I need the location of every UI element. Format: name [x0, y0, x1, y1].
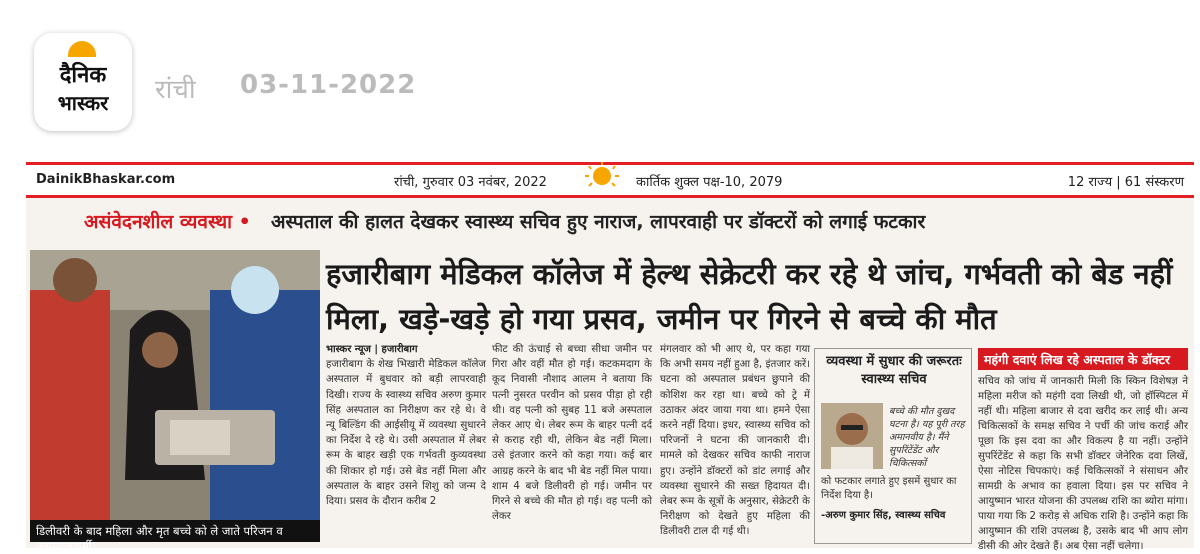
logo-line-2: भास्कर — [57, 91, 109, 115]
byline: भास्कर न्यूज | हजारीबाग — [326, 344, 418, 355]
logo-line-1: दैनिक — [59, 63, 107, 88]
sidebar-body: सचिव को जांच में जानकारी मिली कि स्किन विशेषज्ञ ने महिला मरीज को महंगी दवा लिखी थी, जो हॉस्पिटल में नहीं थी। महिला बाजार से दवा खरीद कर लाई थी। अन्य चिकित्सकों के समक्ष सचिव ने पर्ची की जांच कराई और पूछा कि इस दवा का और विकल्प है या नहीं। उन्होंने सुपरिंटेंडेंट से कहा कि सभी डॉक्टर जेनेरिक दवा लिखें, ऐसा नोटिस चिपकाएं। कई चिकित्सकों ने संसाधन और सामग्री के अभाव का हवाला दिया। इस पर सचिव ने आयुष्मान भारत योजना की उपलब्ध राशि का ब्योरा मांगा। पाया गया कि 2 करोड़ से अधिक राशि है। उन्होंने कहा कि आयुष्मान की राशि उपलब्ध है, उसके बाद भी आप लोग डीसी की ओर देखते हैं। अब ऐसा नहीं चलेगा। — [978, 376, 1188, 552]
epaper-page — [26, 162, 1194, 553]
sun-icon — [68, 41, 96, 57]
strip-edition: 12 राज्य | 61 संस्करण — [1067, 175, 1184, 190]
site-name: DainikBhaskar.com — [36, 172, 176, 187]
dainik-bhaskar-logo[interactable] — [34, 33, 132, 131]
sidebar-title: महंगी दवाएं लिख रहे अस्पताल के डॉक्टर — [978, 348, 1188, 370]
column-text: हजारीबाग के शेख भिखारी मेडिकल कॉलेज अस्पताल में बुधवार को बड़ी लापरवाही दिखी। राज्य के स्वास्थ्य सचिव अरुण कुमार सिंह अस्पताल का निरीक्षण कर रहे थे। वे न्यू बिल्डिंग की आईसीयू में व्यवस्था सुधारने का निर्देश दे रहे थे। उसी अस्पताल में लेबर रूम के बाहर खड़ी एक गर्भवती कुव्यवस्था की शिकार हो गई। उसे बेड नहीं मिला और अस्पताल के बाहर उसने शिशु को जन्म दे दिया। प्रसव के दौरान करीब 2 — [326, 359, 486, 508]
edition-city: रांची — [155, 75, 196, 105]
app-header — [0, 0, 1200, 148]
sun-icon — [582, 162, 622, 198]
strip-date: रांची, गुरुवार 03 नवंबर, 2022 — [394, 175, 547, 190]
quote-box-title: व्यवस्था में सुधार की जरूरतः स्वास्थ्य सचिव — [826, 354, 962, 387]
kicker-text: अस्पताल की हालत देखकर स्वास्थ्य सचिव हुए नाराज, लापरवाही पर डॉक्टरों को लगाई फटकार — [271, 211, 926, 233]
edition-date: 03-11-2022 — [240, 70, 417, 100]
quote-text-cont: को फटकार लगाते हुए इसमें सुधार का निर्देश दिया है। — [821, 476, 957, 501]
news-photo — [30, 250, 320, 553]
quote-text: बच्चे की मौत दुखद घटना है। यह पूरी तरह अमानवीय है। मैंने सुपरिंटेंडेंट और चिकित्सकों — [889, 406, 965, 469]
secretary-quote-box — [814, 348, 972, 544]
article-column-3: मंगलवार को भी आए थे, पर कहा गया कि अभी समय नहीं हुआ है, इंतजार करें। घटना को अस्पताल प्रबंधन छुपाने की कोशिश कर रहा था। बच्चे को ट्रे में उठाकर अंदर जाया गया था। हमने ऐसा करने नहीं दिया। इधर, स्वास्थ्य सचिव को परिजनों ने घटना की जानकारी दी। मामले को देखकर सचिव काफी नाराज हुए। उन्होंने डॉक्टरों को डांट लगाई और व्यवस्था सुधारने की सख्त हिदायत दी। लेबर रूम के सूत्रों के अनुसार, सेक्रेटरी के निरीक्षण को देखते हुए महिला की डिलीवरी टाल दी गई थी। — [660, 344, 810, 538]
sidebar-story — [978, 348, 1188, 552]
photo-caption: डिलीवरी के बाद महिला और मृत बच्चे को ले जाते परिजन व अस्पतालकर्मी। — [30, 520, 320, 542]
strip-tithi: कार्तिक शुक्ल पक्ष-10, 2079 — [636, 175, 783, 190]
secretary-photo — [821, 403, 883, 469]
article-column-1 — [326, 342, 486, 509]
masthead-strip — [26, 162, 1194, 198]
kicker-label: असंवेदनशील व्यवस्था • — [84, 211, 251, 233]
article-column-2: फीट की ऊंचाई से बच्चा सीधा जमीन पर गिरा और वहीं मौत हो गई। कटकमदाग के कूद निवासी नौशाद आलम ने बताया कि पत्नी नुसरत परवीन को प्रसव पीड़ा हो रही थी। वह पत्नी को सुबह 11 बजे अस्पताल लेकर आए थे। लेबर रूम के बाहर पत्नी दर्द से कराह रही थी, लेकिन बेड नहीं मिला। उसे इंतजार करने को कहा गया। कई बार आग्रह करने के बाद भी बेड नहीं मिल पाया। शाम 4 बजे डिलीवरी हो गई। जमीन पर गिरने से बच्चे की मौत हो गई। वह पत्नी को लेकर — [492, 344, 652, 523]
kicker — [26, 206, 1194, 236]
quote-author: -अरुण कुमार सिंह, स्वास्थ्य सचिव — [821, 510, 946, 521]
headline: हजारीबाग मेडिकल कॉलेज में हेल्थ सेक्रेटरी कर रहे थे जांच, गर्भवती को बेड नहीं मिला, खड़े-खड़े हो गया प्रसव, जमीन पर गिरने से बच्चे की मौत — [326, 257, 1173, 336]
